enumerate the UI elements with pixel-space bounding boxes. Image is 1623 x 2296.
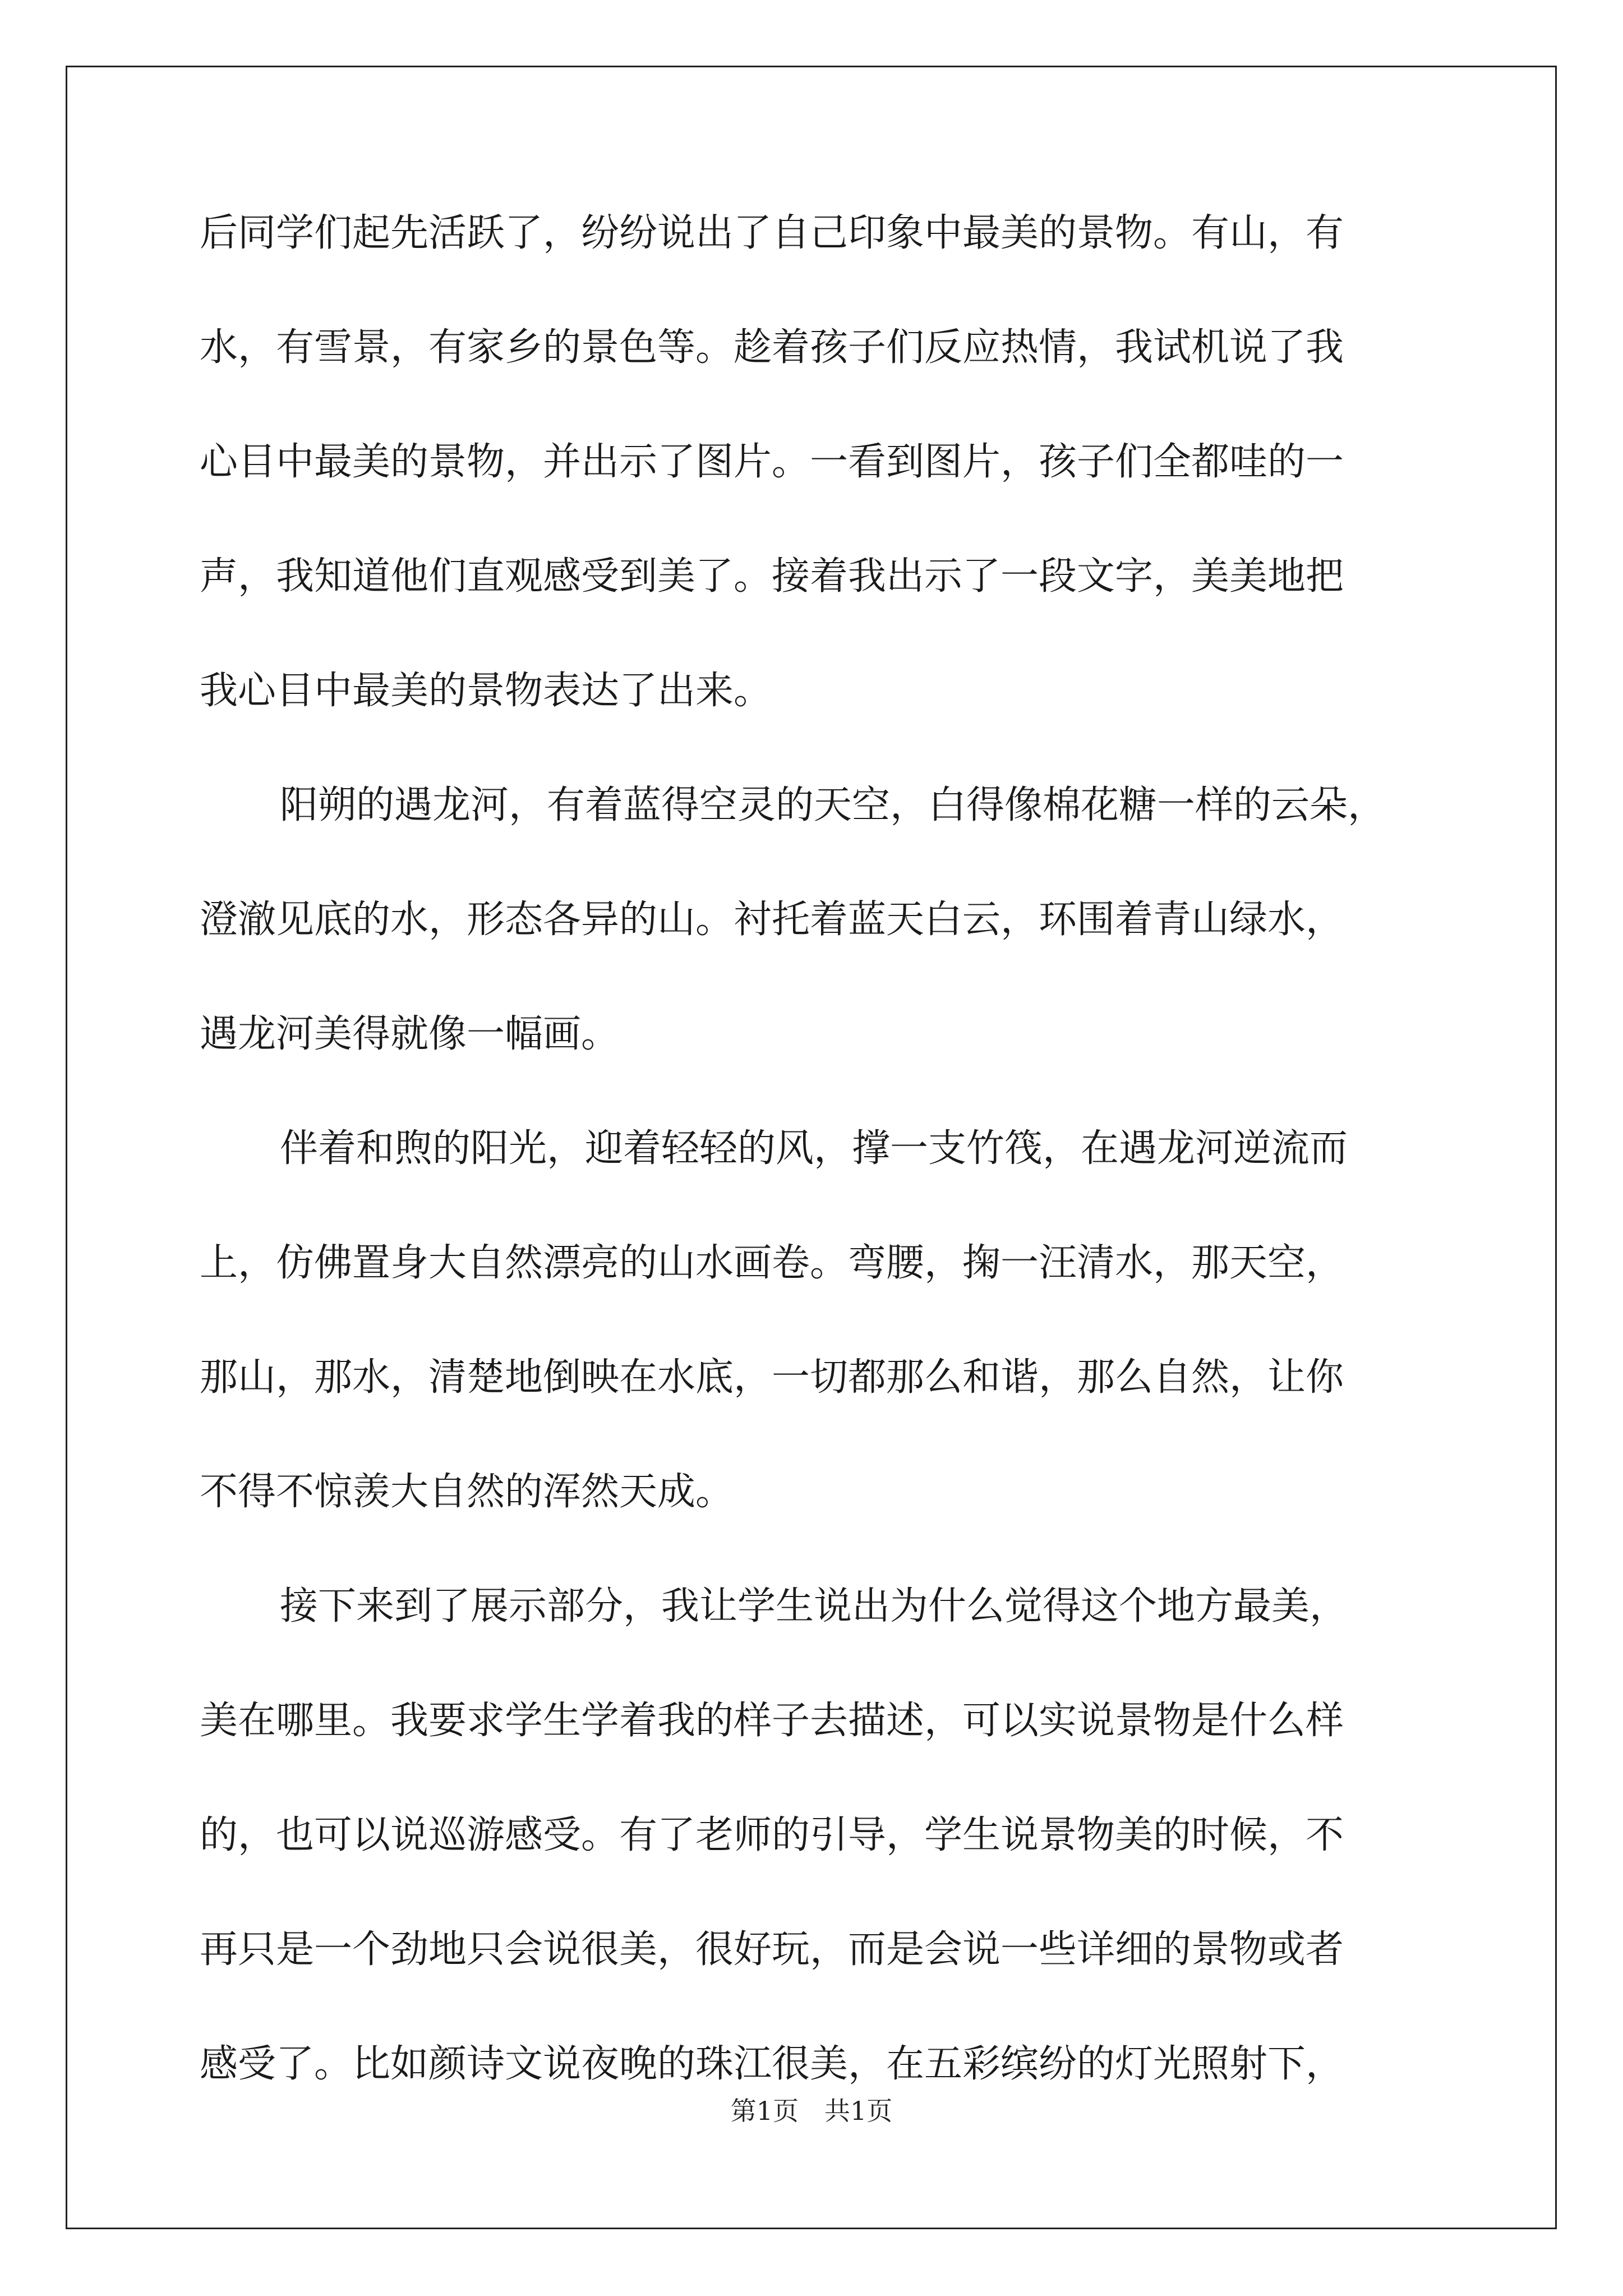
- text-line: 的，也可以说巡游感受。有了老师的引导，学生说景物美的时候，不: [200, 1813, 1344, 1857]
- text-line: 上，仿佛置身大自然漂亮的山水画卷。弯腰，掬一汪清水，那天空，: [200, 1241, 1344, 1285]
- text-line: 遇龙河美得就像一幅画。: [200, 1012, 620, 1056]
- text-line: 澄澈见底的水，形态各异的山。衬托着蓝天白云，环围着青山绿水，: [200, 898, 1344, 942]
- text-line: 水，有雪景，有家乡的景色等。趁着孩子们反应热情，我试机说了我: [200, 325, 1344, 370]
- page-number-footer: 第1页 共1页: [730, 2096, 893, 2126]
- paragraph-first-line: 接下来到了展示部分，我让学生说出为什么觉得这个地方最美，: [280, 1584, 1348, 1628]
- paragraph-first-line: 阳朔的遇龙河，有着蓝得空灵的天空，白得像棉花糖一样的云朵，: [280, 783, 1386, 827]
- text-line: 再只是一个劲地只会说很美，很好玩，而是会说一些详细的景物或者: [200, 1927, 1344, 1972]
- paragraph-first-line: 伴着和煦的阳光，迎着轻轻的风，撑一支竹筏，在遇龙河逆流而: [280, 1126, 1348, 1171]
- text-line: 不得不惊羡大自然的浑然天成。: [200, 1470, 734, 1514]
- text-line: 心目中最美的景物，并出示了图片。一看到图片，孩子们全都哇的一: [200, 440, 1344, 484]
- text-line: 那山，那水，清楚地倒映在水底，一切都那么和谐，那么自然，让你: [200, 1355, 1344, 1400]
- text-line: 美在哪里。我要求学生学着我的样子去描述，可以实说景物是什么样: [200, 1699, 1344, 1743]
- text-line: 感受了。比如颜诗文说夜晚的珠江很美，在五彩缤纷的灯光照射下，: [200, 2042, 1344, 2086]
- document-body: [200, 212, 1433, 2086]
- text-line: 我心目中最美的景物表达了出来。: [200, 669, 772, 713]
- text-line: 后同学们起先活跃了，纷纷说出了自己印象中最美的景物。有山，有: [200, 211, 1344, 255]
- text-line: 声，我知道他们直观感受到美了。接着我出示了一段文字，美美地把: [200, 554, 1344, 599]
